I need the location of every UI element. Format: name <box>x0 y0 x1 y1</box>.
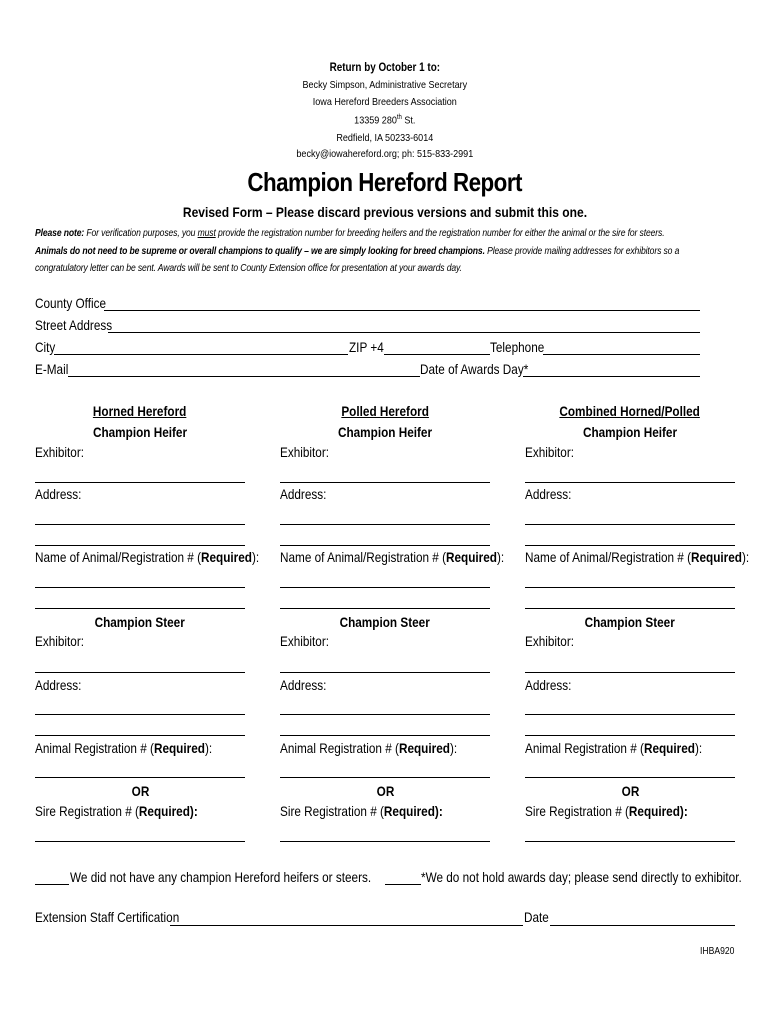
awards-day-label: Date of Awards Day* <box>420 361 529 377</box>
combined-heifer-address-field-1[interactable] <box>525 524 735 525</box>
extension-cert-label: Extension Staff Certification <box>35 909 180 925</box>
horned-steer-address-label: Address: <box>35 677 82 693</box>
combined-heifer-registration-field-2[interactable] <box>525 608 735 609</box>
combined-steer-address-label: Address: <box>525 677 572 693</box>
city-state-text: Redfield, IA 50233-6014 <box>336 131 434 144</box>
horned-steer-address-field-2[interactable] <box>35 735 245 736</box>
combined-heifer-address-label: Address: <box>525 486 572 502</box>
polled-heifer-exhibitor-field[interactable] <box>280 482 490 483</box>
title-wrap <box>0 167 770 198</box>
combined-steer-sire-reg-label: Sire Registration # (Required): <box>525 803 688 819</box>
combined-steer-heading: Champion Steer <box>584 614 676 630</box>
no-awards-day-checkbox-line[interactable] <box>385 884 421 885</box>
combined-steer-address-field-1[interactable] <box>525 714 735 715</box>
return-by-text: Return by October 1 to: <box>329 62 441 74</box>
combined-heifer-registration-label: Name of Animal/Registration # (Required): <box>525 549 750 565</box>
revised-notice: Revised Form – Please discard previous versions and submit this one. <box>182 204 588 220</box>
polled-steer-exhibitor-field[interactable] <box>280 672 490 673</box>
revised-wrap <box>0 204 770 222</box>
combined-heifer-address-field-2[interactable] <box>525 545 735 546</box>
horned-heifer-registration-label: Name of Animal/Registration # (Required): <box>35 549 260 565</box>
horned-heifer-registration-field-2[interactable] <box>35 608 245 609</box>
horned-heifer-registration-field-1[interactable] <box>35 587 245 588</box>
no-champions-text: We did not have any champion Hereford heifers or steers. <box>70 869 372 885</box>
form-code: IHBA920 <box>700 946 735 957</box>
polled-heifer-registration-field-1[interactable] <box>280 587 490 588</box>
organization-name: Iowa Hereford Breeders Association <box>312 95 458 108</box>
combined-steer-animal-reg-field[interactable] <box>525 777 735 778</box>
polled-steer-animal-reg-field[interactable] <box>280 777 490 778</box>
horned-steer-animal-reg-field[interactable] <box>35 777 245 778</box>
combined-heifer-heading: Combined Horned/Polled Champion Heifer <box>559 403 701 440</box>
county-office-field[interactable] <box>104 310 700 311</box>
telephone-label: Telephone <box>490 339 545 355</box>
combined-heifer-registration-field-1[interactable] <box>525 587 735 588</box>
polled-steer-or: OR <box>376 783 394 799</box>
combined-steer-animal-reg-label: Animal Registration # (Required): <box>525 740 703 756</box>
extension-cert-field[interactable] <box>170 925 523 926</box>
horned-steer-heading: Champion Steer <box>94 614 186 630</box>
combined-heifer-exhibitor-field[interactable] <box>525 482 735 483</box>
street-address-text: 13359 280th St. <box>354 114 416 127</box>
polled-steer-heading: Champion Steer <box>339 614 431 630</box>
county-office-label: County Office <box>35 295 107 311</box>
horned-steer-or: OR <box>131 783 149 799</box>
horned-heifer-address-field-1[interactable] <box>35 524 245 525</box>
zip-field[interactable] <box>384 354 490 355</box>
return-address-block <box>0 60 770 163</box>
contact-name: Becky Simpson, Administrative Secretary <box>302 78 468 91</box>
polled-steer-animal-reg-label: Animal Registration # (Required): <box>280 740 458 756</box>
zip-label: ZIP +4 <box>349 339 384 355</box>
polled-steer-exhibitor-label: Exhibitor: <box>280 633 330 649</box>
horned-steer-exhibitor-label: Exhibitor: <box>35 633 85 649</box>
page-title: Champion Hereford Report <box>247 167 523 197</box>
date-field[interactable] <box>550 925 735 926</box>
polled-heifer-address-field-2[interactable] <box>280 545 490 546</box>
horned-steer-exhibitor-field[interactable] <box>35 672 245 673</box>
polled-steer-address-label: Address: <box>280 677 327 693</box>
no-awards-day-text: *We do not hold awards day; please send directly to exhibitor. <box>421 869 742 885</box>
combined-steer-exhibitor-label: Exhibitor: <box>525 633 575 649</box>
polled-heifer-heading: Polled Hereford Champion Heifer <box>337 403 433 440</box>
email-label: E-Mail <box>35 361 69 377</box>
polled-heifer-address-label: Address: <box>280 486 327 502</box>
horned-heifer-address-field-2[interactable] <box>35 545 245 546</box>
street-address-field[interactable] <box>108 332 700 333</box>
city-label: City <box>35 339 56 355</box>
email-phone-text: becky@iowahereford.org; ph: 515-833-2991 <box>296 148 474 161</box>
polled-steer-address-field-2[interactable] <box>280 735 490 736</box>
street-address-label: Street Address <box>35 317 113 333</box>
polled-steer-address-field-1[interactable] <box>280 714 490 715</box>
email-field[interactable] <box>68 376 420 377</box>
horned-steer-address-field-1[interactable] <box>35 714 245 715</box>
polled-heifer-exhibitor-label: Exhibitor: <box>280 444 330 460</box>
polled-heifer-registration-label: Name of Animal/Registration # (Required): <box>280 549 505 565</box>
combined-steer-or: OR <box>621 783 639 799</box>
telephone-field[interactable] <box>543 354 700 355</box>
combined-steer-sire-reg-field[interactable] <box>525 841 735 842</box>
polled-steer-sire-reg-label: Sire Registration # (Required): <box>280 803 443 819</box>
combined-steer-address-field-2[interactable] <box>525 735 735 736</box>
horned-heifer-heading: Horned Hereford Champion Heifer <box>92 403 188 440</box>
horned-heifer-exhibitor-field[interactable] <box>35 482 245 483</box>
horned-steer-sire-reg-label: Sire Registration # (Required): <box>35 803 198 819</box>
combined-heifer-exhibitor-label: Exhibitor: <box>525 444 575 460</box>
no-champions-checkbox-line[interactable] <box>35 884 69 885</box>
instructions-note: Please note: For verification purposes, you must provide the registration number for breeding heifers and the registration number for either the animal or the sire for steers. Animals do not need to be supreme or overall champions to qualify – we are simply looking for breed champions. Please provide mailing addresses for exhibitors so a congratulatory letter can be sent. Awards will be sent to County Extension office for presentation at your awards day. <box>35 228 680 274</box>
polled-heifer-registration-field-2[interactable] <box>280 608 490 609</box>
date-label: Date <box>524 909 549 925</box>
combined-steer-exhibitor-field[interactable] <box>525 672 735 673</box>
horned-heifer-address-label: Address: <box>35 486 82 502</box>
city-field[interactable] <box>54 354 348 355</box>
horned-steer-animal-reg-label: Animal Registration # (Required): <box>35 740 213 756</box>
horned-steer-sire-reg-field[interactable] <box>35 841 245 842</box>
polled-steer-sire-reg-field[interactable] <box>280 841 490 842</box>
awards-day-field[interactable] <box>523 376 700 377</box>
polled-heifer-address-field-1[interactable] <box>280 524 490 525</box>
horned-heifer-exhibitor-label: Exhibitor: <box>35 444 85 460</box>
